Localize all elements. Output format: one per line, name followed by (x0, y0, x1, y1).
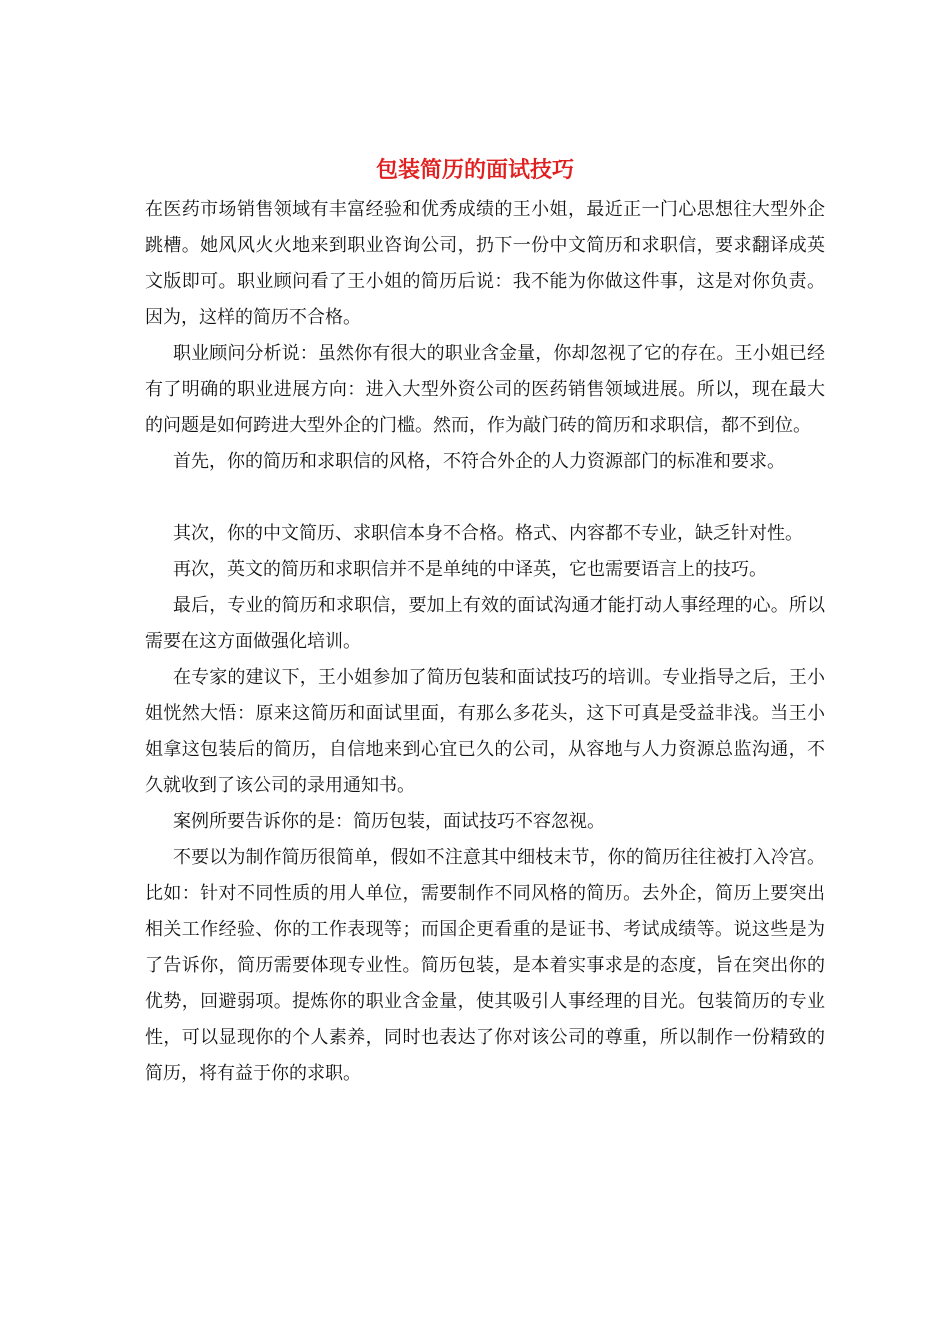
paragraph-4: 其次，你的中文简历、求职信本身不合格。格式、内容都不专业，缺乏针对性。 (173, 523, 803, 544)
paragraph-1: 在医药市场销售领域有丰富经验和优秀成绩的王小姐，最近正一门心思想往大型外企跳槽。她风风火火地来到职业咨询公司，扔下一份中文简历和求职信，要求翻译成英文版即可。职业顾问看了王小姐的简历后说：我不能为你做这件事，这是对你负责。因为，这样的简历不合格。 (145, 199, 825, 328)
paragraph-5: 再次，英文的简历和求职信并不是单纯的中译英，它也需要语言上的技巧。 (173, 559, 767, 580)
paragraph-3: 首先，你的简历和求职信的风格，不符合外企的人力资源部门的标准和要求。 (173, 451, 785, 472)
paragraph-6: 最后，专业的简历和求职信，要加上有效的面试沟通才能打动人事经理的心。所以需要在这方面做强化培训。 (145, 595, 825, 652)
document-body (145, 192, 825, 1092)
paragraph-8: 案例所要告诉你的是：简历包装，面试技巧不容忽视。 (173, 811, 605, 832)
page-title: 包装简历的面试技巧 (375, 157, 574, 183)
paragraph-9: 不要以为制作简历很简单，假如不注意其中细枝末节，你的简历往往被打入冷宫。比如：针对不同性质的用人单位，需要制作不同风格的简历。去外企，简历上要突出相关工作经验、你的工作表现等；而国企更看重的是证书、考试成绩等。说这些是为了告诉你，简历需要体现专业性。简历包装，是本着实事求是的态度，旨在突出你的优势，回避弱项。提炼你的职业含金量，使其吸引人事经理的目光。包装简历的专业性，可以显现你的个人素养，同时也表达了你对该公司的尊重，所以制作一份精致的简历，将有益于你的求职。 (145, 847, 825, 1084)
paragraph-2: 职业顾问分析说：虽然你有很大的职业含金量，你却忽视了它的存在。王小姐已经有了明确的职业进展方向：进入大型外资公司的医药销售领域进展。所以，现在最大的问题是如何跨进大型外企的门槛。然而，作为敲门砖的简历和求职信，都不到位。 (145, 343, 825, 436)
paragraph-7: 在专家的建议下，王小姐参加了简历包装和面试技巧的培训。专业指导之后，王小姐恍然大悟：原来这简历和面试里面，有那么多花头，这下可真是受益非浅。当王小姐拿这包装后的简历，自信地来到心宜已久的公司，从容地与人力资源总监沟通，不久就收到了该公司的录用通知书。 (145, 667, 825, 796)
